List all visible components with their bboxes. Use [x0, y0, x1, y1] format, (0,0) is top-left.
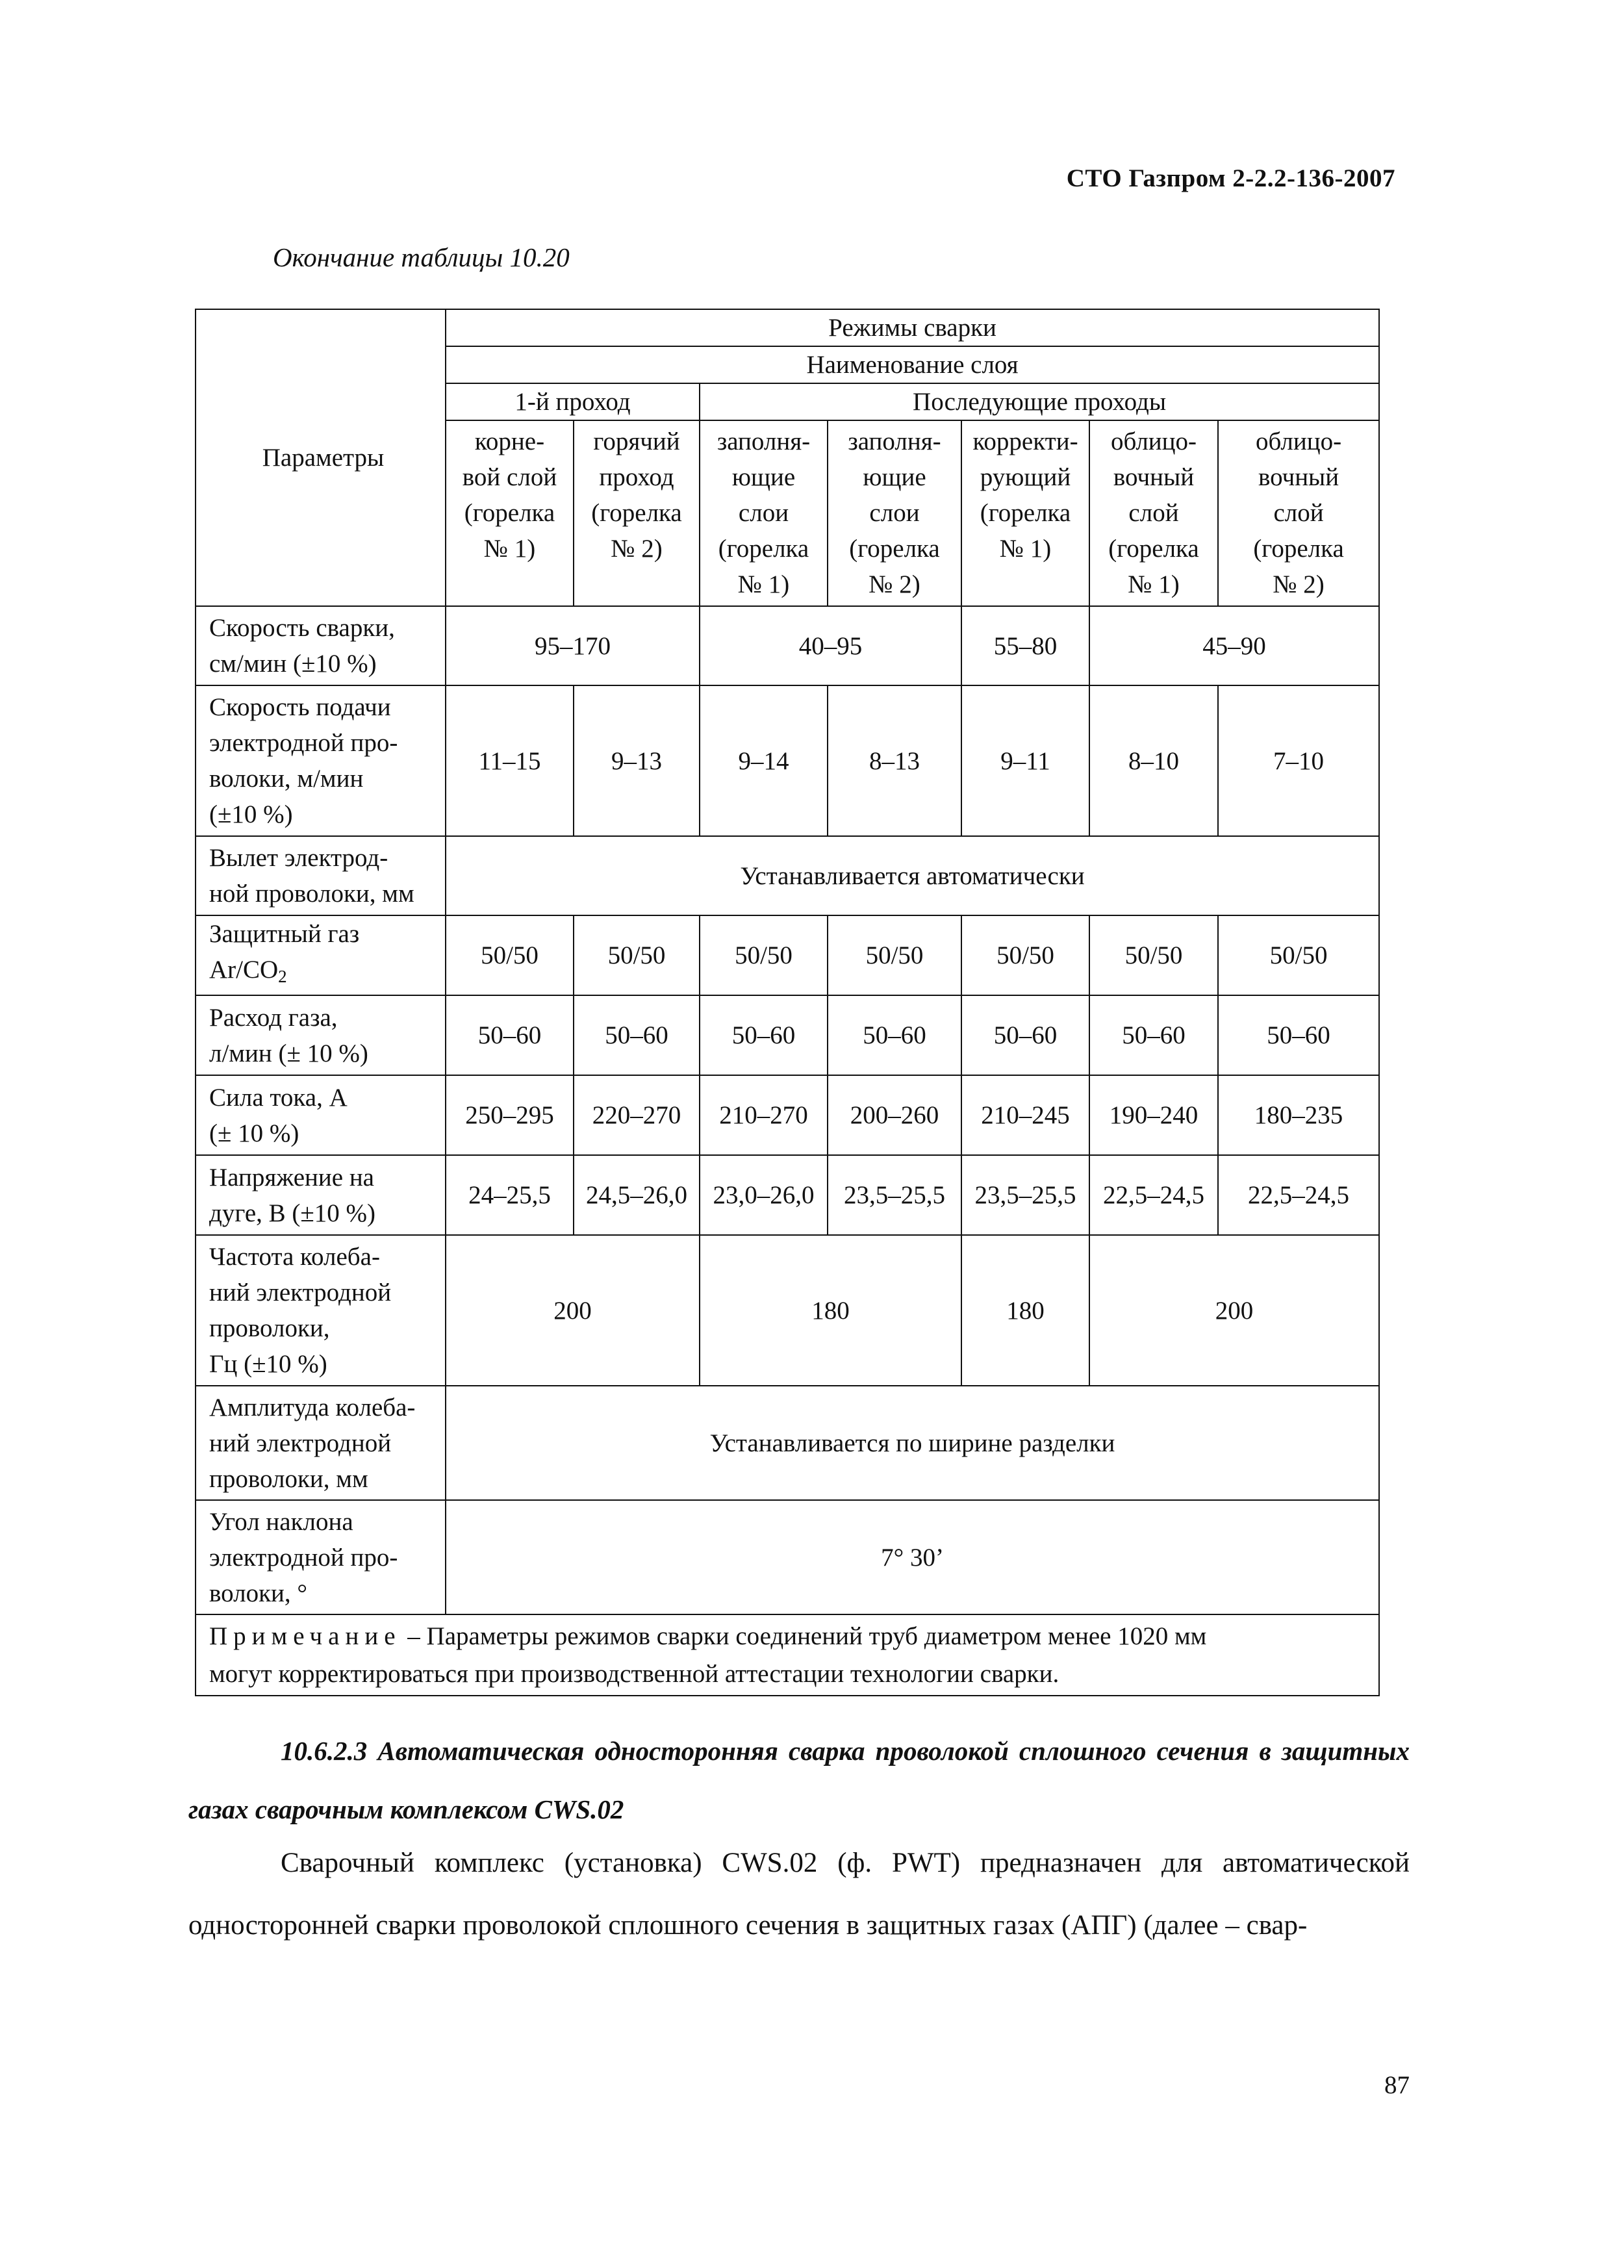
table-row [196, 1500, 1379, 1614]
cell: 180–235 [1218, 1075, 1379, 1155]
cell: 50/50 [961, 915, 1089, 995]
cell: 22,5–24,5 [1089, 1155, 1218, 1235]
cell: 50/50 [1218, 915, 1379, 995]
cell: 210–270 [700, 1075, 828, 1155]
table-caption: Окончание таблицы 10.20 [273, 242, 570, 272]
col-header-fill-layers-2: заполня- ющие слои (горелка № 2) [828, 420, 961, 606]
table-row [196, 915, 1379, 995]
col-header-hot-pass: горячий проход (горелка № 2) [574, 420, 700, 606]
table-row [196, 606, 1379, 685]
cell: 9–11 [961, 685, 1089, 836]
table-row [196, 1075, 1379, 1155]
param-label-stickout: Вылет электрод- ной проволоки, мм [196, 836, 446, 915]
cell: 55–80 [961, 606, 1089, 685]
body-paragraph: Сварочный комплекс (установка) CWS.02 (ф. PWT) предназначен для автоматической односторонней сварки проволокой сплошного сечения в защитных газах (АПГ) (далее – свар- [188, 1848, 1410, 1941]
param-label-flow: Расход газа, л/мин (± 10 %) [196, 995, 446, 1075]
table-row [196, 995, 1379, 1075]
col-header-facing-1: облицо- вочный слой (горелка № 1) [1089, 420, 1218, 606]
table-row [196, 685, 1379, 836]
cell: 50/50 [1089, 915, 1218, 995]
document-code: СТО Газпром 2-2.2-136-2007 [1066, 164, 1395, 192]
param-label-feed: Скорость подачи электродной про- волоки, м/мин (±10 %) [196, 685, 446, 836]
cell: 50–60 [574, 995, 700, 1075]
cell: 9–13 [574, 685, 700, 836]
modes-header: Режимы сварки [446, 309, 1379, 346]
cell: 50–60 [700, 995, 828, 1075]
table-row [196, 836, 1379, 915]
param-label-speed: Скорость сварки, см/мин (±10 %) [196, 606, 446, 685]
param-label-current: Сила тока, А (± 10 %) [196, 1075, 446, 1155]
cell: 40–95 [700, 606, 961, 685]
table-note-row [196, 1614, 1379, 1696]
next-passes-header: Последующие проходы [700, 383, 1379, 420]
table-note: Примечание – Параметры режимов сварки соединений труб диаметром менее 1020 мм могут корректироваться при производственной аттестации технологии сварки. [196, 1614, 1379, 1696]
cell: 7–10 [1218, 685, 1379, 836]
col-header-fill-layers-1: заполня- ющие слои (горелка № 1) [700, 420, 828, 606]
cell: 50/50 [574, 915, 700, 995]
cell: 50–60 [961, 995, 1089, 1075]
cell: 190–240 [1089, 1075, 1218, 1155]
cell: 50–60 [828, 995, 961, 1075]
table-row [196, 1235, 1379, 1386]
param-label-frequency: Частота колеба- ний электродной проволоки, Гц (±10 %) [196, 1235, 446, 1386]
cell: Устанавливается по ширине разделки [446, 1386, 1379, 1500]
cell: 200 [1089, 1235, 1379, 1386]
cell: 24–25,5 [446, 1155, 574, 1235]
welding-parameters-table [195, 309, 1380, 1696]
cell: 22,5–24,5 [1218, 1155, 1379, 1235]
col-header-root-layer: корне- вой слой (горелка № 1) [446, 420, 574, 606]
cell: 45–90 [1089, 606, 1379, 685]
param-label-voltage: Напряжение на дуге, В (±10 %) [196, 1155, 446, 1235]
cell: 50–60 [1089, 995, 1218, 1075]
cell: 9–14 [700, 685, 828, 836]
cell: 95–170 [446, 606, 700, 685]
cell: 23,5–25,5 [828, 1155, 961, 1235]
cell: 180 [961, 1235, 1089, 1386]
col-header-correcting: корректи- рующий (горелка № 1) [961, 420, 1089, 606]
cell: 8–13 [828, 685, 961, 836]
page-number: 87 [1384, 2071, 1410, 2099]
first-pass-header: 1-й проход [446, 383, 700, 420]
cell: 7° 30’ [446, 1500, 1379, 1614]
layer-name-header: Наименование слоя [446, 346, 1379, 383]
cell: 220–270 [574, 1075, 700, 1155]
section-heading: 10.6.2.3 Автоматическая односторонняя сварка проволокой сплошного сечения в защитных газах сварочным комплексом CWS.02 [188, 1736, 1410, 1824]
cell: 210–245 [961, 1075, 1089, 1155]
cell: 8–10 [1089, 685, 1218, 836]
cell: 180 [700, 1235, 961, 1386]
table-row [196, 1386, 1379, 1500]
cell: 250–295 [446, 1075, 574, 1155]
param-label-angle: Угол наклона электродной про- волоки, ° [196, 1500, 446, 1614]
cell: 50–60 [446, 995, 574, 1075]
table-row [196, 1155, 1379, 1235]
cell: 50/50 [446, 915, 574, 995]
cell: 200–260 [828, 1075, 961, 1155]
col-header-facing-2: облицо- вочный слой (горелка № 2) [1218, 420, 1379, 606]
param-label-gas: Защитный газ $Ar/CO_2$ [196, 915, 446, 995]
cell: 23,0–26,0 [700, 1155, 828, 1235]
cell: 50/50 [700, 915, 828, 995]
param-header: Параметры [196, 309, 446, 606]
cell: Устанавливается автоматически [446, 836, 1379, 915]
param-label-amplitude: Амплитуда колеба- ний электродной проволоки, мм [196, 1386, 446, 1500]
cell: 50–60 [1218, 995, 1379, 1075]
cell: 50/50 [828, 915, 961, 995]
cell: 11–15 [446, 685, 574, 836]
cell: 200 [446, 1235, 700, 1386]
cell: 23,5–25,5 [961, 1155, 1089, 1235]
cell: 24,5–26,0 [574, 1155, 700, 1235]
